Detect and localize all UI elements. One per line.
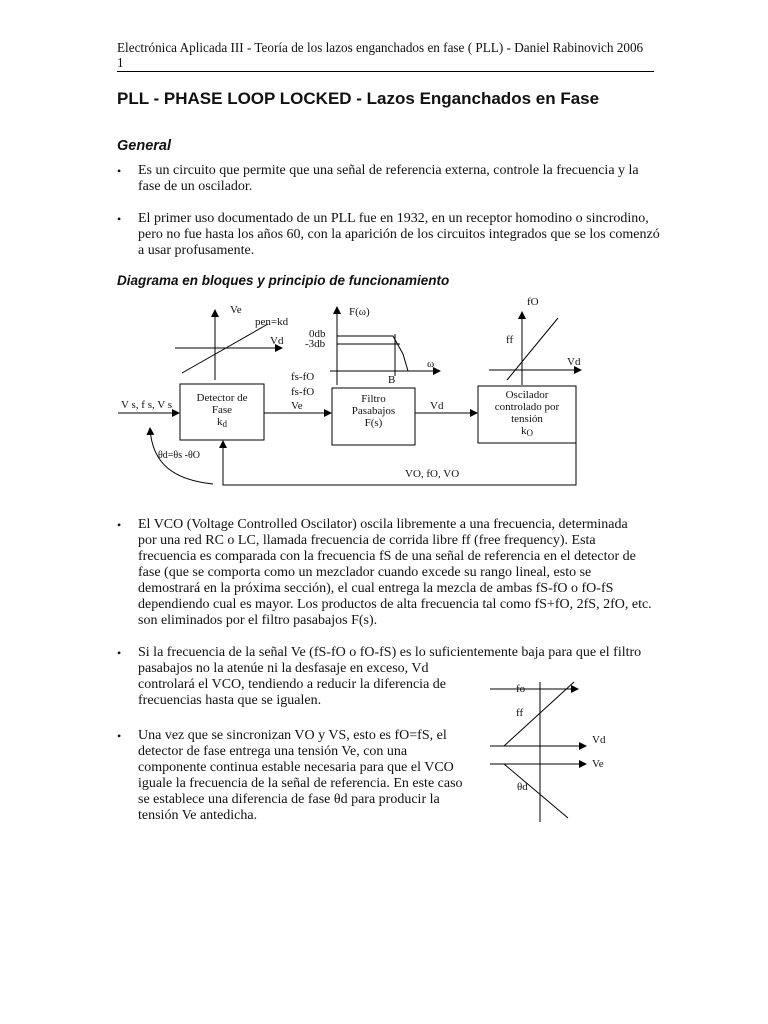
- filter-graph-ylabel: F(ω): [349, 306, 370, 318]
- theta-label: θd=θs -θO: [158, 450, 200, 461]
- lock-line-4: iguale la frecuencia de la señal de referencia. En este caso: [138, 776, 463, 791]
- vco-box-line-4: $k_O$: [521, 425, 533, 438]
- filter-box-line-3: F(s): [364, 417, 383, 429]
- section-diagram-heading: Diagrama en bloques y principio de funcionamiento: [117, 273, 450, 288]
- mix-label-1: fs-fO: [291, 371, 315, 383]
- small-graph-ve: Ve: [592, 758, 604, 770]
- bullet-dot: •: [117, 518, 122, 532]
- vco-line-1: El VCO (Voltage Controlled Oscilator) oscila libremente a una frecuencia, determinada: [138, 517, 628, 532]
- sync-bullet-text: [138, 645, 663, 709]
- detector-graph-ylabel: Ve: [230, 304, 242, 316]
- lock-line-5: se establece una diferencia de fase θd para producir la: [138, 792, 440, 807]
- vd-signal-label: Vd: [430, 400, 444, 412]
- filter-box-frame: [332, 388, 415, 445]
- vco-box-line-1: Oscilador: [505, 389, 549, 401]
- header-rule: [117, 71, 654, 72]
- page-number: 1: [117, 55, 124, 70]
- vco-box-line-3: tensión: [511, 413, 543, 425]
- vco-line-7: son eliminados por el filtro pasabajos F(s).: [138, 613, 378, 628]
- lock-line-2: detector de fase entrega una tensión Ve, con una: [138, 744, 408, 759]
- filter-box-line-1: Filtro: [361, 393, 386, 405]
- detector-box-line-1: Detector de: [196, 392, 248, 404]
- sync-line-1: Si la frecuencia de la señal Ve (fS-fO o fO-fS) es lo suficientemente baja para que el filtro: [138, 645, 642, 660]
- lock-line-6: tensión Ve antedicha.: [138, 808, 258, 823]
- detector-box-line-3: $k_d$: [217, 416, 227, 429]
- vco-line-3: frecuencia es comparada con la frecuencia fS de una señal de referencia en el detector de: [138, 549, 636, 564]
- section-general-heading: General: [117, 138, 171, 154]
- mix-label-ve: Ve: [291, 400, 303, 412]
- feedback-label: VO, fO, VO: [405, 468, 460, 480]
- filter-graph-cutoff: B: [388, 374, 396, 386]
- general-bullet-2-text: El primer uso documentado de un PLL fue en 1932, en un receptor homodino o sincrodino, pero no fue hasta los años 60, con la aparición de los circuitos integrados que se los comenzó a usar profusamente.: [138, 211, 660, 258]
- running-header: [117, 40, 657, 70]
- small-graph-fo: fo: [516, 683, 526, 695]
- vco-graph-ylabel: fO: [527, 296, 539, 308]
- detector-graph-slope: pen=kd: [255, 316, 289, 328]
- running-title: Electrónica Aplicada III - Teoría de los lazos enganchados en fase ( PLL) - Daniel Rabinovich 2006: [117, 40, 644, 55]
- vco-bullet-text: [138, 517, 663, 629]
- mix-label-2: fs-fO: [291, 386, 315, 398]
- lock-line-3: componente continua estable necesaria para que el VCO: [138, 760, 454, 775]
- sync-line-4: frecuencias hasta que se igualen.: [138, 693, 322, 708]
- vco-line-5: demostrará en la próxima sección), el cual entrega la mezcla de ambas fS-fO o fO-fS: [138, 581, 614, 596]
- small-graph-detector-line: [504, 764, 568, 818]
- vco-line-2: por una red RC o LC, llamada frecuencia de corrida libre ff (free frequency). Esta: [138, 533, 596, 548]
- vco-box-frame: [478, 386, 576, 443]
- vco-box: [478, 389, 576, 437]
- bullet-dot: •: [117, 729, 122, 743]
- filter-graph-curve: [337, 336, 408, 371]
- filter-graph-0db: 0db: [309, 328, 326, 340]
- feedback-path: [223, 413, 576, 485]
- bullet-dot: •: [117, 646, 122, 660]
- detector-box: [180, 392, 264, 428]
- lock-bullet-text: [138, 728, 478, 824]
- general-bullet-1-text: Es un circuito que permite que una señal de referencia externa, controle la frecuencia y la fase de un oscilador.: [138, 163, 639, 194]
- bullet-dot: •: [117, 164, 122, 178]
- filter-graph-3db: -3db: [305, 338, 326, 350]
- detector-graph-xlabel: Vd: [270, 335, 284, 347]
- small-graph-ff: ff: [516, 707, 524, 719]
- vco-box-line-2: controlado por: [494, 401, 560, 413]
- lock-line-1: Una vez que se sincronizan VO y VS, esto es fO=fS, el: [138, 728, 447, 743]
- detector-box-line-2: Fase: [211, 404, 233, 416]
- vco-graph-line: [507, 318, 558, 380]
- page-title: PLL - PHASE LOOP LOCKED - Lazos Enganchados en Fase: [117, 89, 600, 108]
- filter-graph-xlabel: ω: [427, 358, 435, 370]
- filter-box-line-2: Pasabajos: [351, 405, 396, 417]
- small-graph-theta: θd: [517, 781, 528, 793]
- input-signal-label: V s, f s, V s: [121, 399, 173, 411]
- bullet-dot: •: [117, 212, 122, 226]
- small-graph-vd: Vd: [592, 734, 606, 746]
- vco-graph-xlabel: Vd: [567, 356, 581, 368]
- detector-box-frame: [180, 384, 264, 440]
- sync-line-2: pasabajos no la atenúe ni la desfasaje en exceso, Vd: [138, 661, 429, 676]
- vco-line-6: dependiendo cual es mayor. Los productos de alta frecuencia tal como fS+fO, 2fS, 2fO, etc.: [138, 597, 652, 612]
- vco-line-4: fase (que se comporta como un mezclador cuando excede su rango lineal, esto se: [138, 565, 592, 580]
- theta-pointer: [150, 428, 213, 484]
- vco-graph-free: ff: [506, 334, 514, 346]
- filter-box: [332, 393, 415, 429]
- detector-graph-line: [182, 324, 268, 373]
- sync-line-3: controlará el VCO, tendiendo a reducir la diferencia de: [138, 677, 446, 692]
